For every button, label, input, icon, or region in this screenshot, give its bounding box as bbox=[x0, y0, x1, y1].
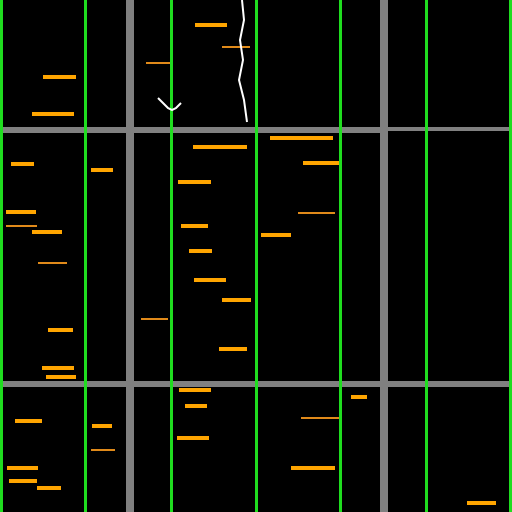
lane-line-2 bbox=[84, 0, 87, 512]
orange-dash bbox=[178, 180, 211, 184]
orange-dash bbox=[195, 23, 227, 27]
lane-line-1 bbox=[0, 0, 3, 512]
lane-line-5 bbox=[339, 0, 342, 512]
orange-dash bbox=[42, 366, 74, 370]
orange-dash bbox=[32, 230, 62, 234]
orange-dash bbox=[9, 479, 37, 483]
orange-dash bbox=[270, 136, 333, 140]
orange-dash bbox=[193, 145, 247, 149]
orange-dash bbox=[185, 404, 207, 408]
orange-dash bbox=[298, 212, 335, 214]
orange-dash bbox=[291, 466, 335, 470]
orange-dash bbox=[92, 424, 112, 428]
orange-dash bbox=[91, 449, 115, 451]
lane-line-3 bbox=[170, 0, 173, 512]
orange-dash bbox=[6, 225, 37, 227]
orange-dash bbox=[194, 278, 226, 282]
grid-line-vertical-2 bbox=[380, 0, 388, 512]
orange-dash bbox=[301, 417, 339, 419]
orange-dash bbox=[222, 298, 251, 302]
orange-dash bbox=[6, 210, 36, 214]
orange-dash bbox=[219, 347, 247, 351]
orange-dash bbox=[179, 388, 211, 392]
orange-dash bbox=[189, 249, 212, 253]
orange-dash bbox=[141, 318, 168, 320]
orange-dash bbox=[48, 328, 73, 332]
orange-dash bbox=[177, 436, 209, 440]
orange-dash bbox=[32, 112, 74, 116]
orange-dash bbox=[303, 161, 339, 165]
orange-dash bbox=[261, 233, 291, 237]
orange-dash bbox=[91, 168, 113, 172]
grid-line-horizontal-1b bbox=[388, 127, 512, 131]
orange-dash bbox=[11, 162, 34, 166]
orange-dash bbox=[467, 501, 496, 505]
lane-line-6 bbox=[425, 0, 428, 512]
orange-dash bbox=[351, 395, 367, 399]
lane-line-4 bbox=[255, 0, 258, 512]
orange-dash bbox=[38, 262, 67, 264]
grid-line-horizontal-1 bbox=[0, 127, 384, 133]
orange-dash bbox=[15, 419, 42, 423]
orange-dash bbox=[181, 224, 208, 228]
orange-dash bbox=[43, 75, 76, 79]
orange-dash bbox=[146, 62, 170, 64]
orange-dash bbox=[46, 375, 76, 379]
orange-dash bbox=[37, 486, 61, 490]
grid-line-vertical-1 bbox=[126, 0, 134, 512]
orange-dash bbox=[7, 466, 38, 470]
orange-dash bbox=[222, 46, 250, 48]
